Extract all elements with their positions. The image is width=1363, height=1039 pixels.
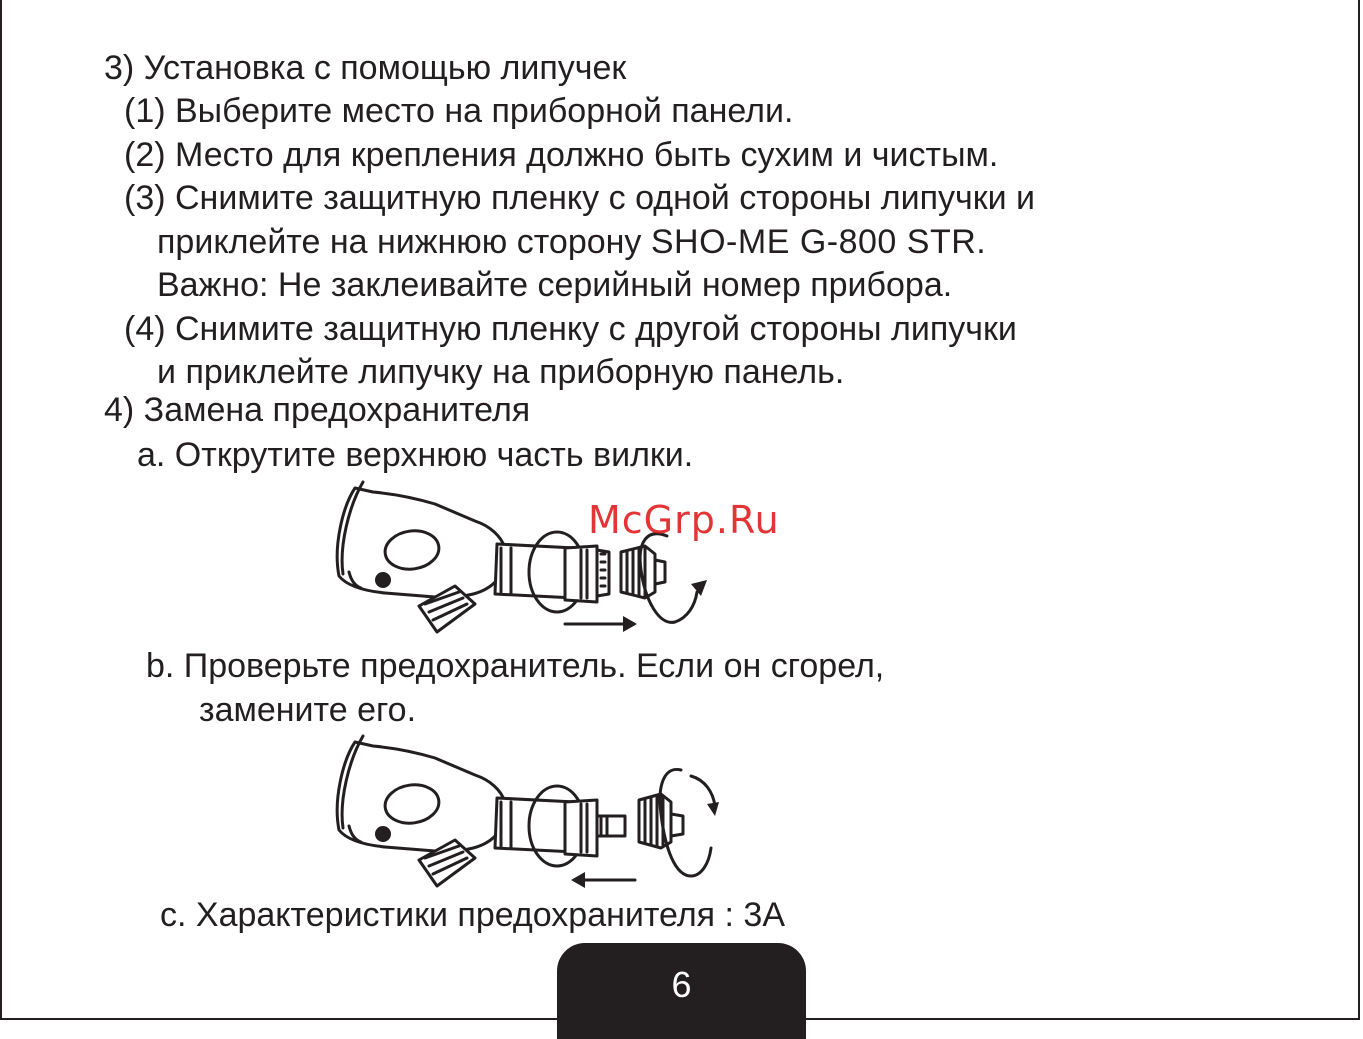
step-3-text-line2	[157, 222, 986, 262]
sub-step-c: c. Характеристики предохранителя : 3A	[160, 896, 786, 934]
section-3-title: 3) Установка с помощью липучек	[104, 49, 627, 87]
section-4-title: 4) Замена предохранителя	[104, 391, 531, 429]
watermark: McGrp.Ru	[588, 498, 780, 542]
page-number: 6	[671, 964, 692, 1005]
step-3-text-line1: (3) Снимите защитную пленку с одной стороны липучки и	[124, 179, 1036, 217]
step-3-text-prefix: приклейте на нижнюю сторону	[157, 223, 651, 261]
step-1-text: (1) Выберите место на приборной панели.	[124, 92, 794, 130]
step-4-text-line2: и приклейте липучку на приборную панель.	[157, 353, 845, 391]
plug-fuse-replace-illustration	[325, 730, 725, 895]
step-3-warning: Важно: Не заклеивайте серийный номер прибора.	[157, 266, 953, 304]
model-name: SHO-ME G-800 STR.	[650, 223, 987, 261]
sub-step-b-line1: b. Проверьте предохранитель. Если он сгорел,	[146, 647, 885, 685]
sub-step-a: a. Открутите верхнюю часть вилки.	[137, 436, 694, 474]
step-4-text-line1: (4) Снимите защитную пленку с другой стороны липучки	[124, 310, 1017, 348]
sub-step-b-line2: замените его.	[199, 691, 417, 729]
step-2-text: (2) Место для крепления должно быть сухим и чистым.	[124, 136, 999, 174]
